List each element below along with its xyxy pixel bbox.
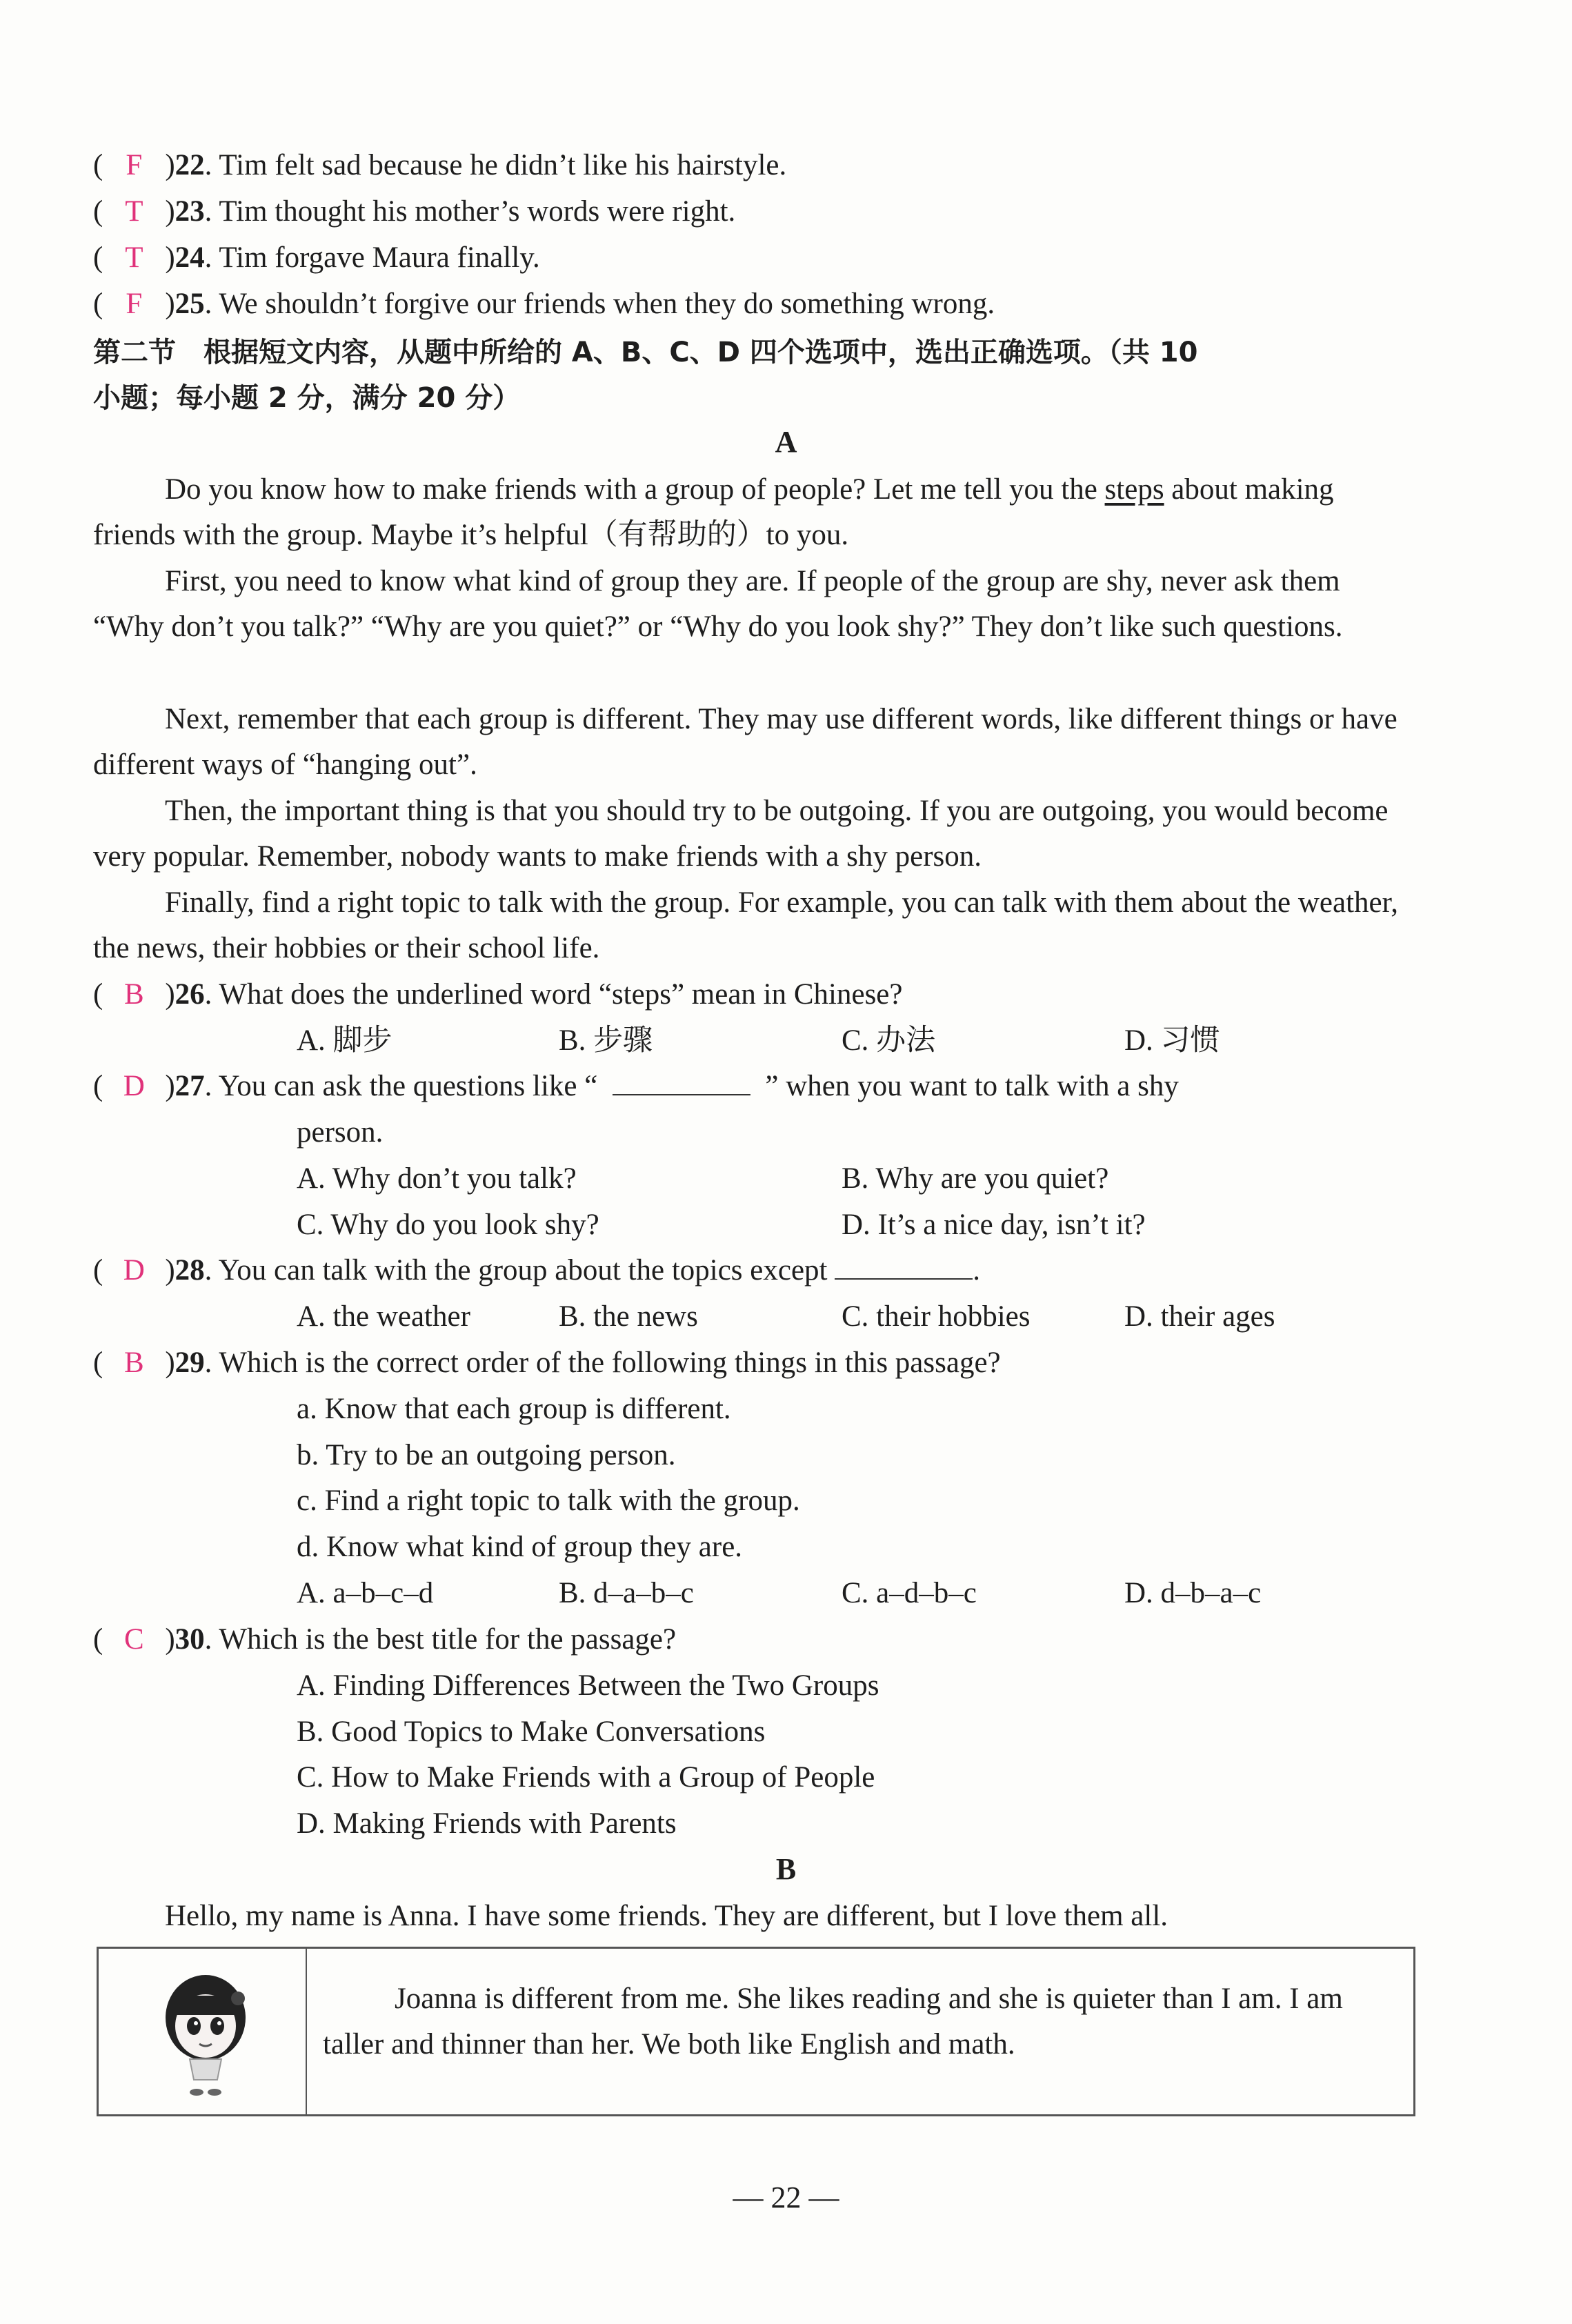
option-a: A. Finding Differences Between the Two Groups xyxy=(297,1669,879,1702)
tf-question-24: ( T )24. Tim forgave Maura finally. xyxy=(93,237,540,279)
passage-a-paragraph-5: Finally, find a right topic to talk with the group. For example, you can talk with them about the weather, the news, their hobbies or their school life. xyxy=(93,886,1398,964)
answer-mark: F xyxy=(126,288,143,320)
page-number: — 22 — xyxy=(733,2181,839,2214)
option-d: D. 习惯 xyxy=(1124,1024,1220,1057)
option-c: C. Why do you look shy? xyxy=(297,1209,599,1241)
passage-a-paragraph-2: First, you need to know what kind of group they are. If people of the group are shy, never ask them “Why don’t you talk?” “Why are you quiet?” or “Why do you look shy?” They don’t like such questions. xyxy=(93,565,1343,643)
passage-b-label: B xyxy=(775,1852,797,1886)
question-27-continuation: person. xyxy=(297,1116,384,1149)
option-d: D. their ages xyxy=(1124,1300,1275,1333)
passage-b-intro: Hello, my name is Anna. I have some friends. They are different, but I love them all. xyxy=(165,1900,1168,1932)
option-a: A. a–b–c–d xyxy=(297,1577,434,1609)
answer-mark: C xyxy=(123,1623,144,1656)
answer-mark: B xyxy=(123,978,144,1011)
girl-avatar-icon xyxy=(140,1963,271,2100)
order-item-b: b. Try to be an outgoing person. xyxy=(297,1439,676,1471)
order-item-a: a. Know that each group is different. xyxy=(297,1393,731,1425)
option-d: D. d–b–a–c xyxy=(1124,1577,1262,1609)
mc-question-26: ( B )26. What does the underlined word “steps” mean in Chinese? xyxy=(93,974,902,1015)
mc-question-29: ( B )29. Which is the correct order of the following things in this passage? xyxy=(93,1342,1001,1384)
friend-description-box xyxy=(97,1947,1415,2116)
option-c: C. their hobbies xyxy=(842,1300,1031,1333)
answer-mark: F xyxy=(126,149,143,181)
joanna-description: Joanna is different from me. She likes reading and she is quieter than I am. I am taller and thinner than her. We both like English and math. xyxy=(323,1983,1343,2060)
answer-mark: B xyxy=(123,1347,144,1379)
option-b: B. d–a–b–c xyxy=(559,1577,694,1609)
passage-a-label: A xyxy=(775,425,797,459)
tf-question-23: ( T )23. Tim thought his mother’s words were right. xyxy=(93,191,735,232)
mc-question-27: ( D )27. You can ask the questions like “ ” when you want to talk with a shy xyxy=(93,1066,1179,1107)
option-b: B. 步骤 xyxy=(559,1024,653,1057)
answer-mark: D xyxy=(123,1254,145,1287)
answer-mark: T xyxy=(125,241,143,274)
tf-question-22: ( F )22. Tim felt sad because he didn’t like his hairstyle. xyxy=(93,145,786,186)
order-item-c: c. Find a right topic to talk with the group. xyxy=(297,1484,800,1517)
section-heading: 第二节 根据短文内容，从题中所给的 A、B、C、D 四个选项中，选出正确选项。（共 10 小题；每小题 2 分，满分 20 分） xyxy=(93,337,1198,414)
answer-mark: D xyxy=(123,1070,145,1102)
option-c: C. a–d–b–c xyxy=(842,1577,977,1609)
answer-blank xyxy=(613,1068,750,1095)
passage-a-paragraph-3: Next, remember that each group is different. They may use different words, like different things or have different ways of “hanging out”. xyxy=(93,703,1397,781)
answer-mark: T xyxy=(125,195,143,228)
option-a: A. 脚步 xyxy=(297,1024,392,1057)
tf-question-25: ( F )25. We shouldn’t forgive our friends when they do something wrong. xyxy=(93,284,995,325)
option-a: A. the weather xyxy=(297,1300,470,1333)
passage-a-paragraph-1: Do you know how to make friends with a group of people? Let me tell you the steps about making friends with the group. Maybe it’s helpful（有帮助的）to you. xyxy=(93,473,1334,551)
answer-blank xyxy=(835,1252,973,1280)
option-d: D. Making Friends with Parents xyxy=(297,1807,677,1840)
passage-a-paragraph-4: Then, the important thing is that you should try to be outgoing. If you are outgoing, you would become very popular. Remember, nobody wants to make friends with a shy person. xyxy=(93,795,1389,873)
option-b: B. the news xyxy=(559,1300,698,1333)
option-c: C. How to Make Friends with a Group of People xyxy=(297,1761,875,1794)
option-b: B. Why are you quiet? xyxy=(842,1162,1109,1195)
underlined-word: steps xyxy=(1104,473,1164,506)
box-divider xyxy=(306,1949,307,2114)
option-d: D. It’s a nice day, isn’t it? xyxy=(842,1209,1146,1241)
mc-question-28: ( D )28. You can talk with the group about the topics except . xyxy=(93,1250,980,1291)
mc-question-30: ( C )30. Which is the best title for the passage? xyxy=(93,1619,676,1660)
option-a: A. Why don’t you talk? xyxy=(297,1162,577,1195)
order-item-d: d. Know what kind of group they are. xyxy=(297,1531,743,1563)
option-c: C. 办法 xyxy=(842,1024,936,1057)
option-b: B. Good Topics to Make Conversations xyxy=(297,1716,766,1748)
